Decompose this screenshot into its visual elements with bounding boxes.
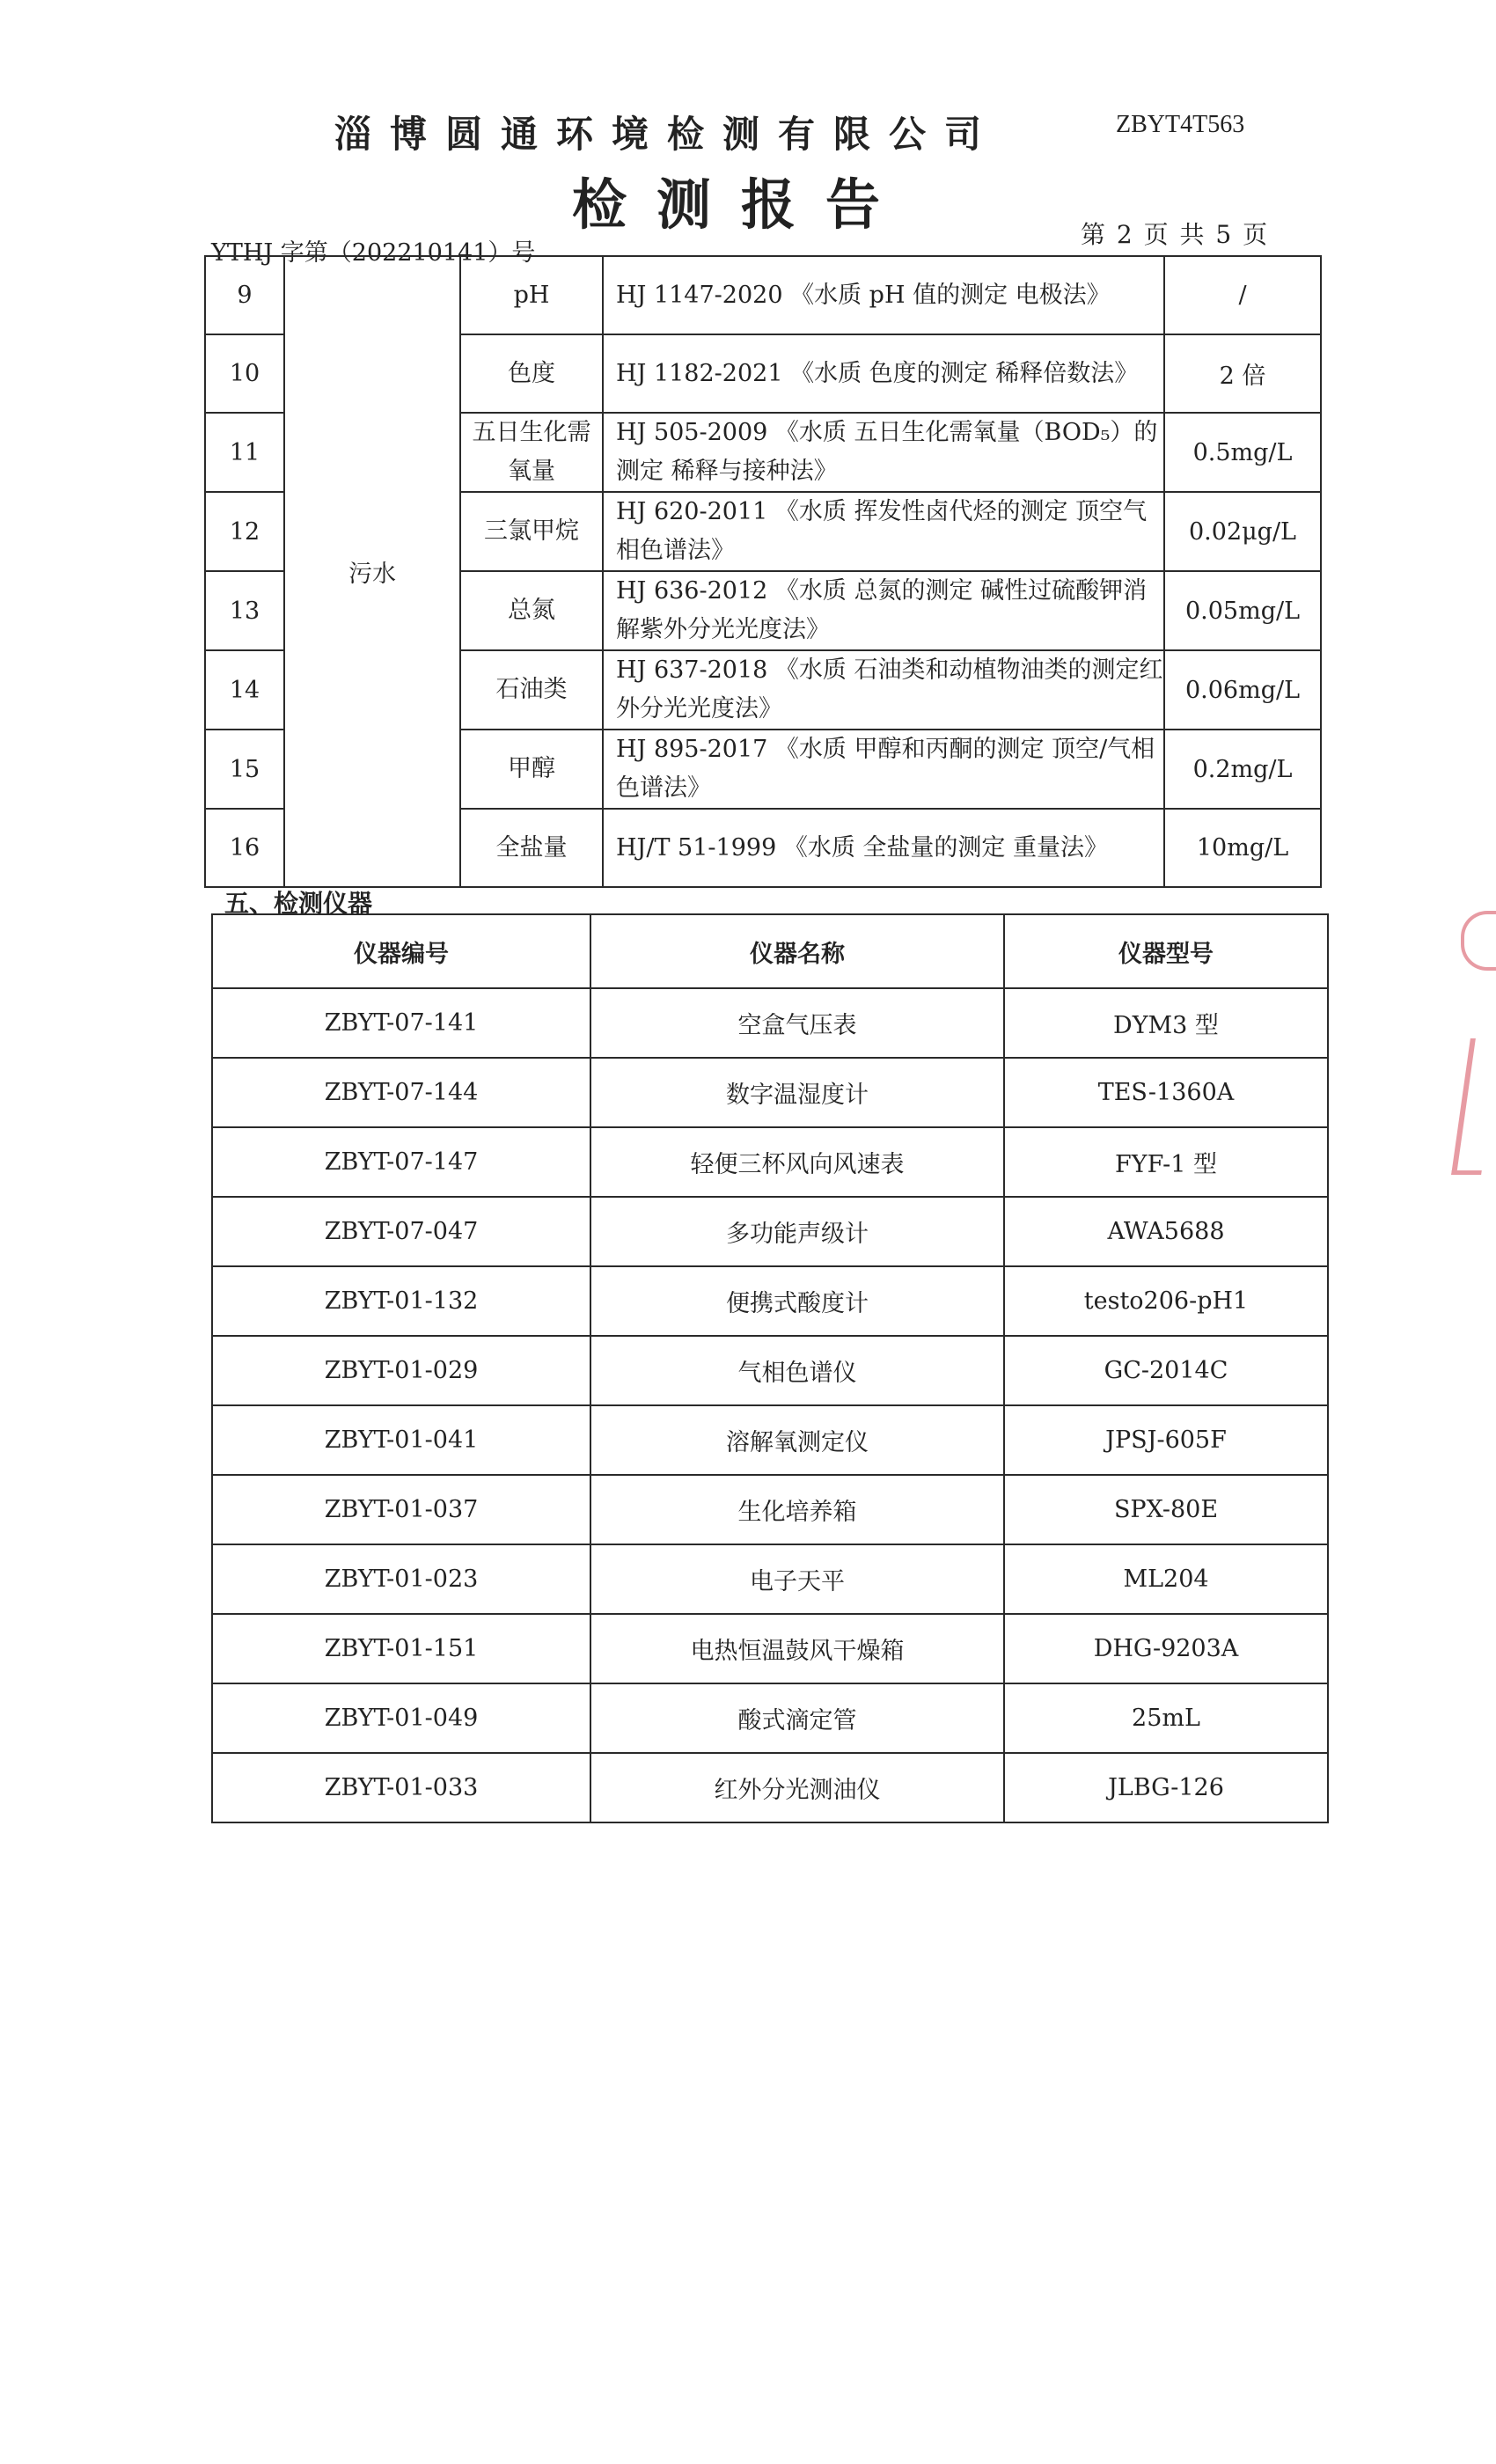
seal-fragment (1461, 1030, 1496, 1179)
instrument-model: ML204 (1004, 1544, 1328, 1614)
detection-limit: 0.05mg/L (1164, 571, 1321, 650)
parameter: 三氯甲烷 (460, 492, 603, 571)
instrument-id: ZBYT-07-144 (212, 1058, 590, 1127)
row-number: 16 (205, 809, 284, 887)
instrument-id: ZBYT-01-151 (212, 1614, 590, 1683)
method-standard: HJ 636-2012 《水质 总氮的测定 碱性过硫酸钾消解紫外分光光度法》 (603, 571, 1164, 650)
row-number: 9 (205, 256, 284, 334)
table-row (212, 1544, 1328, 1614)
parameter: 全盐量 (460, 809, 603, 887)
instrument-model: GC-2014C (1004, 1336, 1328, 1405)
instrument-id: ZBYT-07-147 (212, 1127, 590, 1197)
instrument-id: ZBYT-01-023 (212, 1544, 590, 1614)
instrument-name: 电热恒温鼓风干燥箱 (590, 1614, 1004, 1683)
table-row (212, 1266, 1328, 1336)
row-number: 15 (205, 730, 284, 809)
table-row (205, 256, 1321, 334)
table-row (212, 1405, 1328, 1475)
instrument-table (211, 913, 1329, 1823)
instrument-model: testo206-pH1 (1004, 1266, 1328, 1336)
parameter: 总氮 (460, 571, 603, 650)
table-row (212, 1197, 1328, 1266)
report-number: YTHJ 字第（202210141）号 (211, 239, 536, 267)
method-standard: HJ/T 51-1999 《水质 全盐量的测定 重量法》 (603, 809, 1164, 887)
instrument-id: ZBYT-07-047 (212, 1197, 590, 1266)
method-table (204, 255, 1322, 888)
instrument-model: SPX-80E (1004, 1475, 1328, 1544)
detection-limit: 0.02μg/L (1164, 492, 1321, 571)
instrument-model: FYF-1 型 (1004, 1127, 1328, 1197)
method-standard: HJ 1182-2021 《水质 色度的测定 稀释倍数法》 (603, 334, 1164, 413)
row-number: 13 (205, 571, 284, 650)
column-header-id: 仪器编号 (212, 914, 590, 988)
sample-category: 污水 (284, 256, 460, 887)
parameter: 石油类 (460, 650, 603, 730)
detection-limit: 2 倍 (1164, 334, 1321, 413)
detection-limit: / (1164, 256, 1321, 334)
table-row (212, 1683, 1328, 1753)
parameter: pH (460, 256, 603, 334)
instrument-model: 25mL (1004, 1683, 1328, 1753)
instrument-name: 便携式酸度计 (590, 1266, 1004, 1336)
method-standard: HJ 1147-2020 《水质 pH 值的测定 电极法》 (603, 256, 1164, 334)
row-number: 11 (205, 413, 284, 492)
method-standard: HJ 620-2011 《水质 挥发性卤代烃的测定 顶空气相色谱法》 (603, 492, 1164, 571)
instrument-id: ZBYT-01-037 (212, 1475, 590, 1544)
parameter: 甲醇 (460, 730, 603, 809)
row-number: 12 (205, 492, 284, 571)
instrument-id: ZBYT-01-041 (212, 1405, 590, 1475)
instrument-name: 溶解氧测定仪 (590, 1405, 1004, 1475)
table-row (212, 1475, 1328, 1544)
table-row (212, 1753, 1328, 1822)
instrument-name: 数字温湿度计 (590, 1058, 1004, 1127)
instrument-id: ZBYT-01-029 (212, 1336, 590, 1405)
instrument-id: ZBYT-01-049 (212, 1683, 590, 1753)
seal-fragment (1461, 911, 1496, 971)
instrument-model: JLBG-126 (1004, 1753, 1328, 1822)
instrument-model: AWA5688 (1004, 1197, 1328, 1266)
table-header-row (212, 914, 1328, 988)
instrument-id: ZBYT-01-132 (212, 1266, 590, 1336)
table-row (212, 1058, 1328, 1127)
instrument-model: DHG-9203A (1004, 1614, 1328, 1683)
detection-limit: 0.5mg/L (1164, 413, 1321, 492)
detection-limit: 10mg/L (1164, 809, 1321, 887)
detection-limit: 0.2mg/L (1164, 730, 1321, 809)
report-title: 检测报告 (572, 172, 911, 237)
instrument-model: JPSJ-605F (1004, 1405, 1328, 1475)
instrument-name: 轻便三杯风向风速表 (590, 1127, 1004, 1197)
method-standard: HJ 637-2018 《水质 石油类和动植物油类的测定红外分光光度法》 (603, 650, 1164, 730)
method-standard: HJ 505-2009 《水质 五日生化需氧量（BOD₅）的测定 稀释与接种法》 (603, 413, 1164, 492)
instrument-name: 电子天平 (590, 1544, 1004, 1614)
row-number: 10 (205, 334, 284, 413)
instrument-model: DYM3 型 (1004, 988, 1328, 1058)
table-row (212, 1127, 1328, 1197)
table-row (212, 1614, 1328, 1683)
instrument-name: 生化培养箱 (590, 1475, 1004, 1544)
instrument-name: 多功能声级计 (590, 1197, 1004, 1266)
method-standard: HJ 895-2017 《水质 甲醇和丙酮的测定 顶空/气相色谱法》 (603, 730, 1164, 809)
table-row (212, 988, 1328, 1058)
column-header-name: 仪器名称 (590, 914, 1004, 988)
instrument-name: 气相色谱仪 (590, 1336, 1004, 1405)
detection-limit: 0.06mg/L (1164, 650, 1321, 730)
instrument-id: ZBYT-07-141 (212, 988, 590, 1058)
section-heading-instruments: 五、检测仪器 (224, 889, 373, 918)
table-row (212, 1336, 1328, 1405)
company-name: 淄博圆通环境检测有限公司 (334, 113, 1001, 156)
row-number: 14 (205, 650, 284, 730)
document-code: ZBYT4T563 (1116, 111, 1245, 138)
page-indicator: 第 2 页 共 5 页 (1081, 220, 1270, 249)
instrument-model: TES-1360A (1004, 1058, 1328, 1127)
instrument-name: 空盒气压表 (590, 988, 1004, 1058)
instrument-name: 酸式滴定管 (590, 1683, 1004, 1753)
instrument-id: ZBYT-01-033 (212, 1753, 590, 1822)
parameter: 色度 (460, 334, 603, 413)
instrument-name: 红外分光测油仪 (590, 1753, 1004, 1822)
column-header-model: 仪器型号 (1004, 914, 1328, 988)
parameter: 五日生化需氧量 (460, 413, 603, 492)
